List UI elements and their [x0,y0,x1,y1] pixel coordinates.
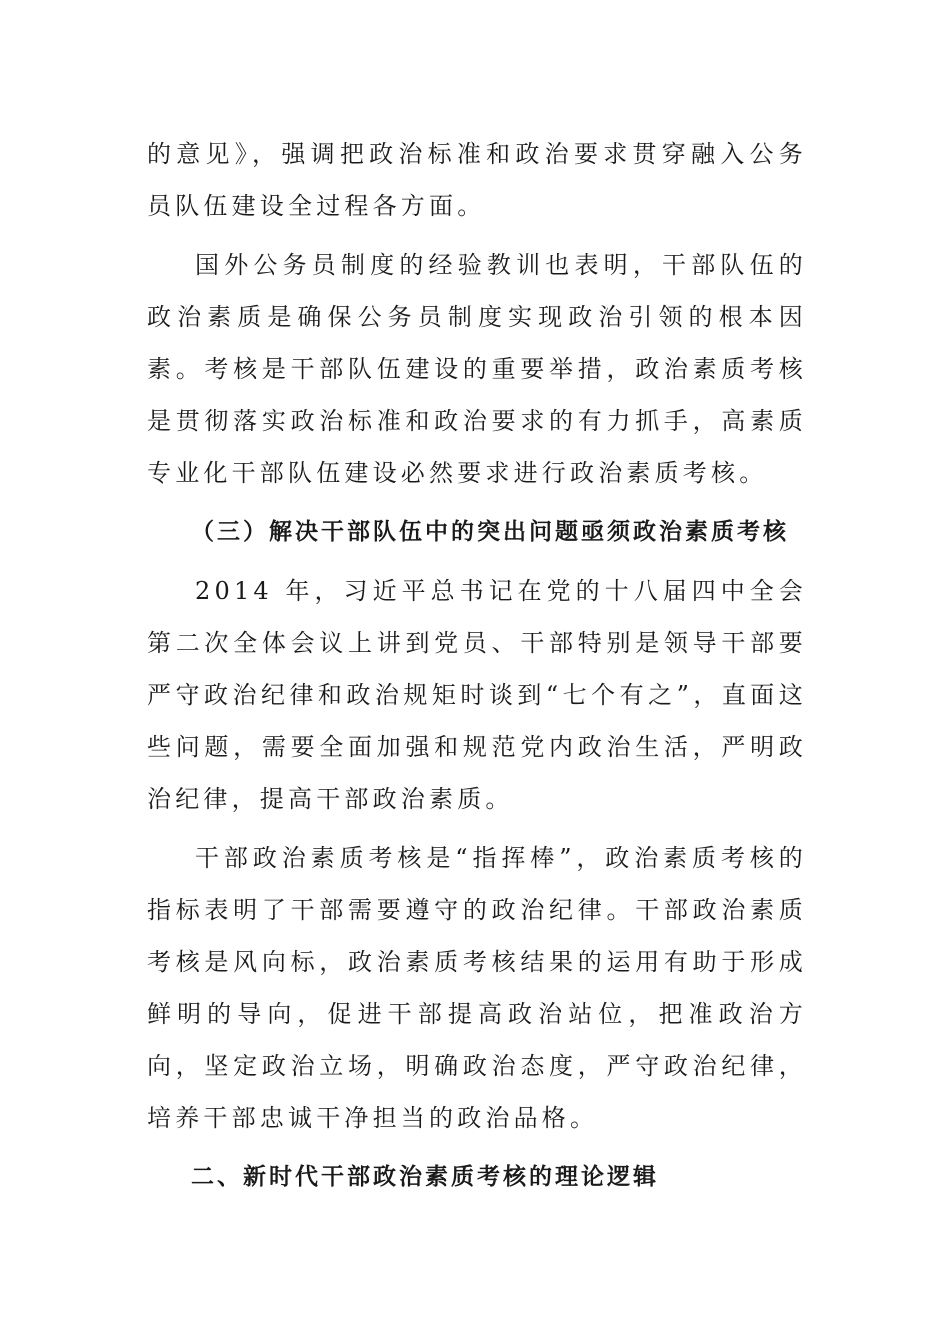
section-heading-3: （三）解决干部队伍中的突出问题亟须政治素质考核 [191,519,789,545]
chapter-heading-2: 二、新时代干部政治素质考核的理论逻辑 [191,1164,659,1190]
paragraph-continuation: 的意见》，强调把政治标准和政治要求贯穿融入公务员队伍建设全过程各方面。 [147,140,807,220]
paragraph-foreign-experience: 国外公务员制度的经验教训也表明，干部队伍的政治素质是确保公务员制度实现政治引领的根本因素。考核是干部队伍建设的重要举措，政治素质考核是贯彻落实政治标准和政治要求的有力抓手，高素质专业化干部队伍建设必然要求进行政治素质考核。 [147,251,807,487]
paragraph-2014: 2014 年，习近平总书记在党的十八届四中全会第二次全体会议上讲到党员、干部特别是领导干部要严守政治纪律和政治规矩时谈到“七个有之”，直面这些问题，需要全面加强和规范党内政治生活，严明政治纪律，提高干部政治素质。 [147,577,807,813]
paragraph-baton: 干部政治素质考核是“指挥棒”，政治素质考核的指标表明了干部需要遵守的政治纪律。干部政治素质考核是风向标，政治素质考核结果的运用有助于形成鲜明的导向，促进干部提高政治站位，把准政治方向，坚定政治立场，明确政治态度，严守政治纪律，培养干部忠诚干净担当的政治品格。 [147,844,807,1132]
document-body [147,128,807,1203]
